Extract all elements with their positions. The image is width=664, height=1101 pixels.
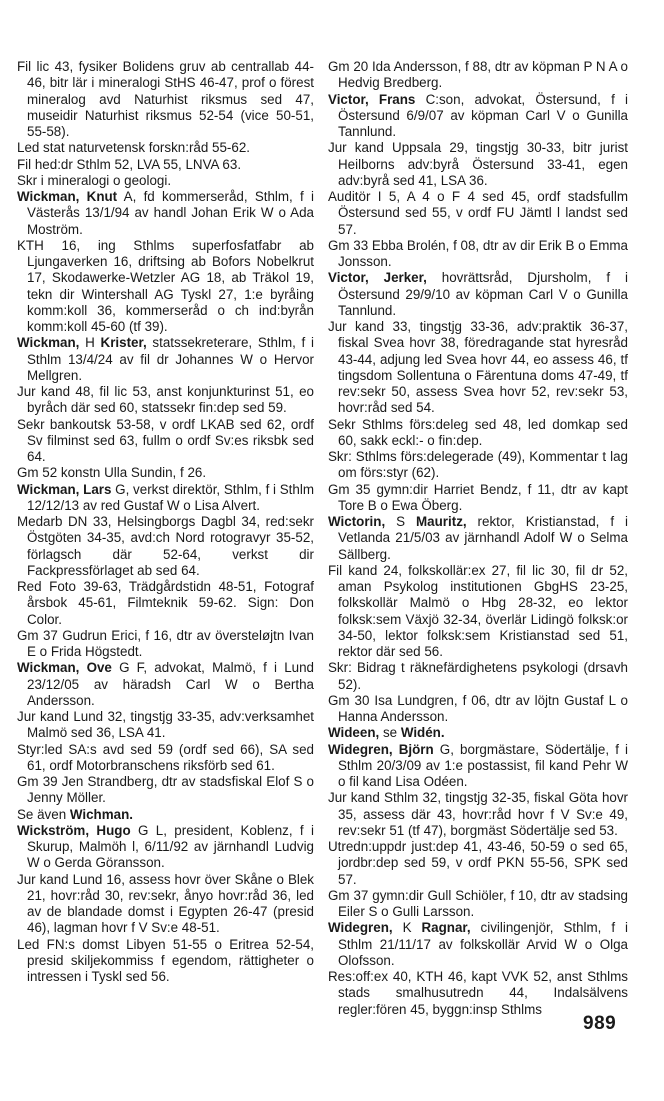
entry-text: Sekr Sthlms förs:deleg sed 48, led domkap sed 60, sakk eckl:- o fin:dep. (328, 416, 628, 448)
entry-text: KTH 16, ing Sthlms superfosfatfabr ab Ljungaverken 16, driftsing ab Bofors Nobelkrut 17, Skodawerke-Wetzler AG 18, ab Träkol 19, tekn dir Wintershall AG Tyskl 27, 1:e byråing komm:koll 36, kommerseråd o ch ind:byrån komm:koll 45-60 (tf 39). (17, 237, 314, 334)
entry-paragraph (328, 482, 628, 515)
entry-paragraph (17, 173, 314, 189)
entry-paragraph (328, 969, 628, 1018)
entry-text: G, borgmästare, Södertälje, f i Sthlm 20/3/09 av 1:e postassist, fil kand Pehr W o fil kand Lisa Odéen. (338, 741, 628, 789)
left-column (17, 59, 314, 985)
entry-text: Styr:led SA:s avd sed 59 (ordf sed 66), SA sed 61, ordf Motorbranschens riksförb sed 61. (17, 741, 314, 773)
entry-paragraph (17, 628, 314, 661)
entry-text: H (79, 335, 101, 351)
person-name: Ragnar, (421, 920, 471, 936)
entry-paragraph (17, 514, 314, 579)
entry-text: Fil kand 24, folkskollär:ex 27, fil lic 30, fil dr 52, aman Psykolog institutionen GbgHS 23-25, folkskollär Malmö o Hbg 28-32, eo lektor folksk:sem Växjö 32-34, överlär Lidingö folksk:or 34-50, lektor folksk:sem Kristianstad sed 51, rektor där sed 56. (328, 562, 628, 659)
entry-text: Gm 30 Isa Lundgren, f 06, dtr av löjtn Gustaf L o Hanna Andersson. (328, 692, 628, 724)
entry-paragraph (17, 140, 314, 156)
entry-text: Gm 33 Ebba Brolén, f 08, dtr av dir Erik B o Emma Jonsson. (328, 237, 628, 269)
entry-paragraph (328, 660, 628, 693)
entry-text: Gm 37 gymn:dir Gull Schiöler, f 10, dtr av stadsing Eiler S o Gulli Larsson. (328, 887, 628, 919)
person-name: Wickman, Lars (17, 481, 112, 497)
entry-paragraph (17, 335, 314, 384)
entry-paragraph (17, 59, 314, 140)
entry-paragraph (17, 417, 314, 466)
entry-text: Res:off:ex 40, KTH 46, kapt VVK 52, anst Sthlms stads smalhusutredn 44, Indalsälvens regler:fören 45, byggn:insp Sthlms (328, 969, 628, 1017)
entry-paragraph (17, 189, 314, 238)
entry-text: Led stat naturvetensk forskn:råd 55-62. (17, 140, 250, 156)
entry-text: se (379, 725, 401, 741)
entry-paragraph (17, 937, 314, 986)
entry-paragraph (328, 92, 628, 141)
person-name: Widegren, Björn (328, 741, 434, 757)
entry-paragraph (17, 807, 314, 823)
entry-text: rektor, Kristianstad, f i Vetlanda 21/5/03 av järnhandl Adolf W o Selma Sällberg. (338, 514, 629, 562)
entry-text: hovrättsråd, Djursholm, f i Östersund 29/9/10 av köpman Carl V o Gunilla Tannlund. (338, 270, 628, 318)
entry-text: G F, advokat, Malmö, f i Lund 23/12/05 av häradsh Carl W o Bertha Andersson. (27, 660, 314, 708)
person-name: Krister, (100, 335, 147, 351)
entry-paragraph (328, 319, 628, 417)
entry-paragraph (17, 384, 314, 417)
entry-paragraph (328, 59, 628, 92)
entry-paragraph (17, 660, 314, 709)
entry-paragraph (17, 465, 314, 481)
entry-paragraph (17, 157, 314, 173)
entry-text: C:son, advokat, Östersund, f i Östersund 6/9/07 av köpman Carl V o Gunilla Tannlund. (338, 91, 628, 139)
entry-paragraph (17, 482, 314, 515)
entry-paragraph (328, 449, 628, 482)
entry-paragraph (17, 579, 314, 628)
person-name: Wickman, Ove (17, 660, 112, 676)
entry-text: G L, president, Koblenz, f i Skurup, Malmöh l, 6/11/92 av järnhandl Ludvig W o Gerda Göransson. (27, 822, 314, 871)
person-name: Wictorin, (328, 514, 386, 529)
person-name: Victor, Jerker, (328, 270, 427, 286)
entry-text: Auditör I 5, A 4 o F 4 sed 45, ordf stadsfullm Östersund sed 55, v ordf FU Jämtl l landst sed 57. (328, 189, 628, 237)
entry-text: Se även (17, 806, 70, 822)
entry-text: Gm 37 Gudrun Erici, f 16, dtr av översteløjtn Ivan E o Frida Högstedt. (17, 627, 314, 659)
person-name: Wideen, (328, 725, 380, 741)
person-name: Wickman, (17, 335, 80, 351)
entry-text: Fil lic 43, fysiker Bolidens gruv ab centrallab 44-46, bitr lär i mineralogi StHS 46-47, prof o förest mineralog avd Naturhist riksmus sed 47, museidir Naturhist riksmus 52-54 (vice 50-51, 55-58). (17, 59, 314, 139)
entry-paragraph (328, 742, 628, 791)
entry-paragraph (328, 920, 628, 969)
entry-paragraph (328, 790, 628, 839)
entry-text: Sekr bankoutsk 53-58, v ordf LKAB sed 62, ordf Sv filminst sed 63, fullm o ordf Sv:es riksbk sed 64. (17, 416, 314, 464)
entry-text: Gm 39 Jen Strandberg, dtr av stadsfiskal Elof S o Jenny Möller. (17, 774, 314, 806)
person-name: Wichman. (69, 806, 133, 822)
entry-paragraph (328, 514, 628, 563)
entry-text: Skr: Bidrag t räknefärdighetens psykologi (drsavh 52). (328, 660, 628, 692)
entry-text: civilingenjör, Sthlm, f i Sthlm 21/11/17 av folkskollär Arvid W o Olga Olofsson. (338, 920, 629, 968)
entry-paragraph (328, 270, 628, 319)
entry-text: Gm 35 gymn:dir Harriet Bendz, f 11, dtr av kapt Tore B o Ewa Öberg. (328, 481, 628, 513)
entry-text: G, verkst direktör, Sthlm, f i Sthlm 12/12/13 av red Gustaf W o Lisa Alvert. (27, 481, 314, 513)
person-name: Wickström, Hugo (17, 822, 131, 838)
entry-paragraph (328, 417, 628, 450)
entry-paragraph (17, 872, 314, 937)
right-column (328, 59, 628, 1018)
entry-text: Jur kand Lund 16, assess hovr över Skåne o Blek 21, hovr:råd 30, rev:sekr, ånyo hovr:råd 36, led av de blandade domst i Egypten 26-47 (presid 46), lagman hovr f V Sv:e 48-51. (17, 871, 314, 936)
entry-paragraph (328, 888, 628, 921)
entry-text: Gm 20 Ida Andersson, f 88, dtr av köpman P N A o Hedvig Bredberg. (328, 59, 628, 91)
entry-text: Jur kand 33, tingstjg 33-36, adv:praktik 36-37, fiskal Svea hovr 38, föredragande stat hyresråd 43-44, adjung led Svea hovr 44, eo assess 46, tf tingsdom Sollentuna o Färentuna doms 47-49, tf rev:sekr 50, assess Svea hovr 52, rev:sekr 53, hovr:råd sed 54. (328, 319, 628, 416)
entry-paragraph (328, 693, 628, 726)
entry-paragraph (17, 238, 314, 336)
entry-text: S (385, 514, 417, 529)
person-name: Mauritz, (416, 514, 467, 529)
entry-text: Jur kand Sthlm 32, tingstjg 32-35, fiskal Göta hovr 35, assess där 43, hovr:råd hovr f V Sv:e 49, rev:sekr 51 (tf 47), borgmäst Södertälje sed 53. (328, 790, 628, 838)
entry-text: A, fd kommerseråd, Sthlm, f i Västerås 13/1/94 av handl Johan Erik W o Ada Moström. (27, 189, 314, 237)
entry-paragraph (328, 725, 628, 741)
entry-paragraph (328, 839, 628, 888)
entry-paragraph (328, 238, 628, 271)
entry-text: Red Foto 39-63, Trädgårdstidn 48-51, Fotograf årsbok 45-61, Filmteknik 59-62. Sign: Don Color. (17, 579, 314, 627)
entry-text: K (392, 920, 422, 936)
entry-text: Jur kand Lund 32, tingstjg 33-35, adv:verksamhet Malmö sed 36, LSA 41. (17, 709, 314, 741)
entry-text: Jur kand Uppsala 29, tingstjg 30-33, bitr jurist Heilborns adv:byrå Östersund 33-41, egen adv:byrå sed 41, LSA 36. (328, 140, 628, 188)
person-name: Widegren, (328, 920, 393, 936)
entry-text: Medarb DN 33, Helsingborgs Dagbl 34, red:sekr Östgöten 34-35, avd:ch Nord rotogravyr 35-52, förlagsch där 52-64, verkst dir Fackpressförlaget ab sed 64. (17, 514, 314, 578)
entry-text: Skr i mineralogi o geologi. (17, 172, 172, 188)
person-name: Victor, Frans (328, 91, 416, 107)
entry-paragraph (328, 140, 628, 189)
entry-text: Fil hed:dr Sthlm 52, LVA 55, LNVA 63. (17, 156, 242, 172)
entry-text: Skr: Sthlms förs:delegerade (49), Kommentar t lag om förs:styr (62). (328, 449, 628, 481)
person-name: Widén. (400, 725, 445, 741)
entry-paragraph (17, 742, 314, 775)
entry-paragraph (17, 774, 314, 807)
entry-text: Gm 52 konstn Ulla Sundin, f 26. (17, 465, 207, 481)
entry-paragraph (328, 189, 628, 238)
person-name: Wickman, Knut (17, 189, 118, 204)
entry-text: statssekreterare, Sthlm, f i Sthlm 13/4/24 av fil dr Johannes W o Hervor Mellgren. (27, 335, 314, 383)
entry-text: Utredn:uppdr just:dep 41, 43-46, 50-59 o sed 65, jordbr:dep sed 59, v ordf PKN 55-56, SPK sed 57. (328, 839, 628, 887)
page-number: 989 (583, 1013, 617, 1034)
entry-text: Jur kand 48, fil lic 53, anst konjunkturinst 51, eo byråch där sed 60, statssekr fin:dep sed 59. (17, 384, 314, 416)
entry-paragraph (17, 709, 314, 742)
entry-paragraph (17, 823, 314, 872)
entry-text: Led FN:s domst Libyen 51-55 o Eritrea 52-54, presid skiljekommiss f egendom, rättigheter o intressen i Tyskl sed 56. (17, 936, 314, 984)
entry-paragraph (328, 563, 628, 661)
